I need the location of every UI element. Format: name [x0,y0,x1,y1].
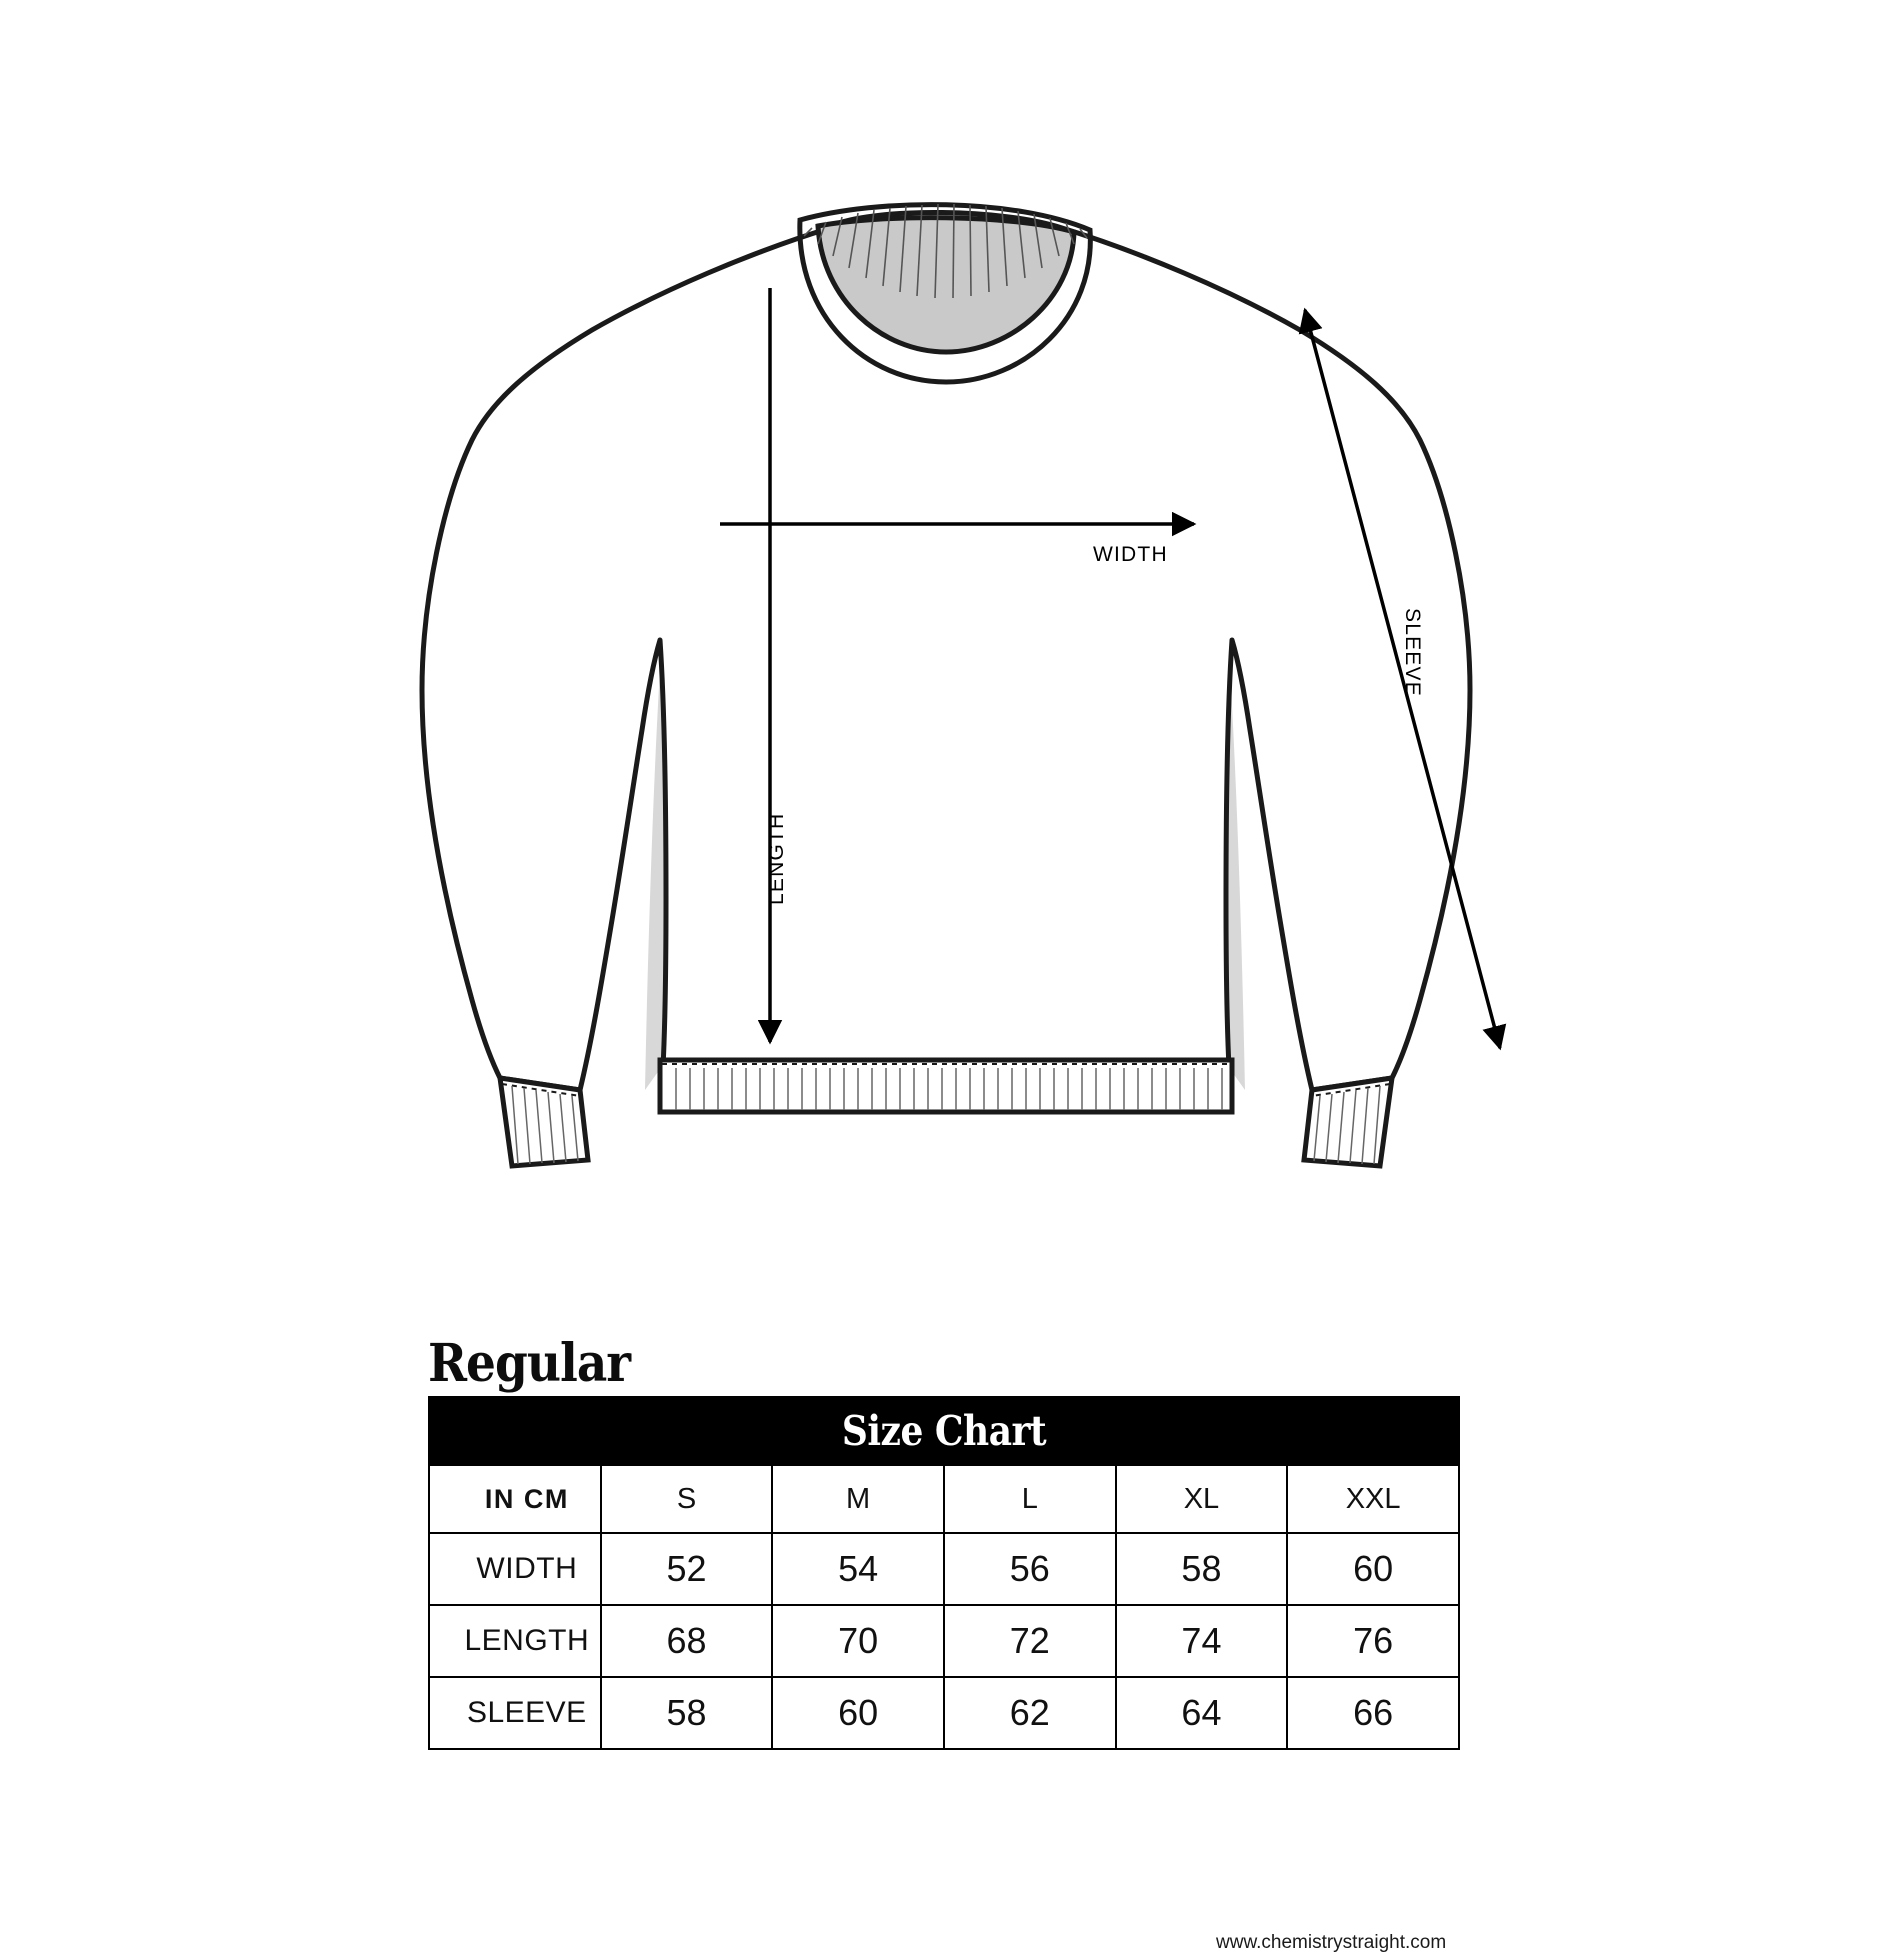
length-xl: 74 [1116,1605,1288,1677]
left-cuff [500,1078,588,1166]
width-l: 56 [944,1533,1116,1605]
table-title-row [429,1397,1459,1465]
size-header-l: L [944,1465,1116,1533]
size-chart-section [0,1260,1890,1953]
length-l: 72 [944,1605,1116,1677]
length-s: 68 [601,1605,773,1677]
width-label: WIDTH [1093,543,1168,566]
width-xl: 58 [1116,1533,1288,1605]
width-xxl: 60 [1287,1533,1459,1605]
width-s: 52 [601,1533,773,1605]
table-row [429,1605,1459,1677]
length-m: 70 [772,1605,944,1677]
length-xxl: 76 [1287,1605,1459,1677]
fit-type-title: Regular [428,1333,631,1395]
size-header-xl: XL [1116,1465,1288,1533]
table-header-row [429,1465,1459,1533]
table-row [429,1677,1459,1749]
length-label: LENGTH [765,812,788,905]
right-cuff [1304,1078,1392,1166]
size-chart-title [429,1397,1459,1465]
size-header-m: M [772,1465,944,1533]
sleeve-xl: 64 [1116,1677,1288,1749]
width-m: 54 [772,1533,944,1605]
row-label-width: WIDTH [429,1533,601,1605]
table-row [429,1533,1459,1605]
sleeve-s: 58 [601,1677,773,1749]
size-header-s: S [601,1465,773,1533]
row-label-sleeve: SLEEVE [429,1677,601,1749]
sleeve-label: SLEEVE [1401,608,1424,697]
row-label-length: LENGTH [429,1605,601,1677]
sleeve-xxl: 66 [1287,1677,1459,1749]
size-chart-table [428,1396,1460,1750]
sleeve-l: 62 [944,1677,1116,1749]
sleeve-m: 60 [772,1677,944,1749]
website-url: www.chemistrystraight.com [1216,1932,1447,1953]
size-chart-title-text: Size Chart [841,1406,1047,1456]
unit-header: IN CM [429,1465,601,1533]
size-header-xxl: XXL [1287,1465,1459,1533]
bottom-hem [660,1060,1232,1112]
